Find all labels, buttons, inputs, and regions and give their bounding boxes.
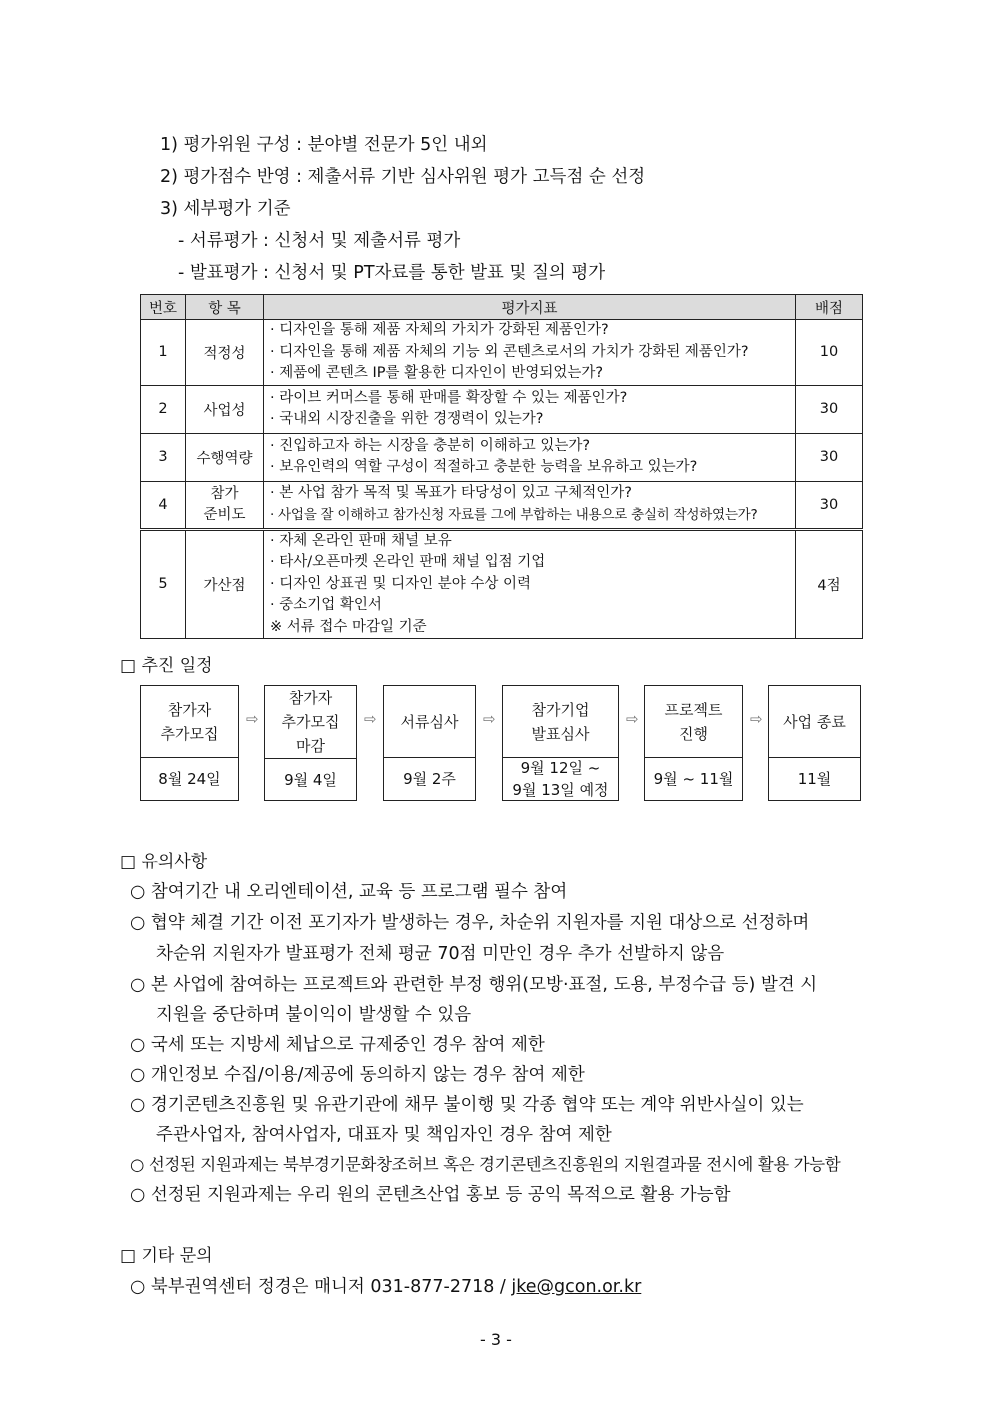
note-line: ○ 선정된 지원과제는 우리 원의 콘텐츠산업 홍보 등 공익 목적으로 활용 가능함 <box>130 1185 731 1205</box>
schedule-step-label <box>645 686 742 758</box>
row-criteria <box>264 433 796 481</box>
note-line: 지원을 중단하며 불이익이 발생할 수 있음 <box>156 1005 472 1025</box>
criteria-line: · 사업을 잘 이해하고 참가신청 자료를 그에 부합하는 내용으로 충실히 작성하였는가? <box>270 506 758 523</box>
criteria-line: · 보유인력의 역할 구성이 적절하고 충분한 능력을 보유하고 있는가? <box>270 459 698 475</box>
notes-title: □ 유의사항 <box>120 852 208 872</box>
right-arrow-icon: ⇨ <box>750 710 763 728</box>
evaluation-table <box>140 294 863 639</box>
row-item: 사업성 <box>186 385 264 433</box>
row-number: 4 <box>141 481 186 529</box>
right-arrow-icon: ⇨ <box>483 710 496 728</box>
page-number: - 3 - <box>480 1330 512 1349</box>
right-arrow-icon: ⇨ <box>246 710 259 728</box>
eval-sub-1: - 서류평가 : 신청서 및 제출서류 평가 <box>178 231 461 251</box>
step-date-line: 9월 13일 예정 <box>512 781 609 799</box>
schedule-step-date: 11월 <box>797 770 832 788</box>
note-line: ○ 개인정보 수집/이용/제공에 동의하지 않는 경우 참여 제한 <box>130 1065 585 1085</box>
table-header-row <box>141 295 863 320</box>
step-label-line: 참가기업 <box>531 700 590 719</box>
contact-title: □ 기타 문의 <box>120 1246 213 1266</box>
step-label-line: 추가모집 <box>160 724 219 743</box>
row-criteria <box>264 529 796 639</box>
eval-sub-2: - 발표평가 : 신청서 및 PT자료를 통한 발표 및 질의 평가 <box>178 263 606 283</box>
row-item: 수행역량 <box>186 433 264 481</box>
header-criteria: 평가지표 <box>264 295 796 320</box>
table-row <box>141 481 863 529</box>
note-line: 주관사업자, 참여사업자, 대표자 및 책임자인 경우 참여 제한 <box>156 1125 612 1145</box>
header-score: 배점 <box>796 295 863 320</box>
criteria-line: · 본 사업 참가 목적 및 목표가 타당성이 있고 구체적인가? <box>270 485 632 501</box>
schedule-step <box>264 685 357 801</box>
criteria-line: ※ 서류 접수 마감일 기준 <box>270 618 427 635</box>
criteria-line: · 중소기업 확인서 <box>270 597 382 613</box>
table-row <box>141 320 863 386</box>
criteria-line: · 제품에 콘텐츠 IP를 활용한 디자인이 반영되었는가? <box>270 365 604 381</box>
row-item: 가산점 <box>186 529 264 639</box>
eval-item-1: 1) 평가위원 구성 : 분야별 전문가 5인 내외 <box>160 135 488 155</box>
note-line: ○ 참여기간 내 오리엔테이션, 교육 등 프로그램 필수 참여 <box>130 882 568 902</box>
schedule-step-date: 9월 4일 <box>284 770 337 789</box>
step-label-line: 마감 <box>296 737 325 755</box>
note-line: ○ 경기콘텐츠진흥원 및 유관기관에 채무 불이행 및 각종 협약 또는 계약 위반사실이 있는 <box>130 1095 804 1115</box>
row-number: 3 <box>141 433 186 481</box>
row-item-line: 준비도 <box>203 506 246 523</box>
email-link[interactable]: jke@gcon.or.kr <box>511 1277 642 1297</box>
eval-item-3: 3) 세부평가 기준 <box>160 199 291 219</box>
criteria-line: · 타사/오픈마켓 온라인 판매 채널 입점 기업 <box>270 554 546 570</box>
step-label-line: 발표심사 <box>531 724 590 743</box>
criteria-line: · 국내외 시장진출을 위한 경쟁력이 있는가? <box>270 411 544 427</box>
step-label-line: 진행 <box>679 724 708 743</box>
note-line: ○ 국세 또는 지방세 체납으로 규제중인 경우 참여 제한 <box>130 1035 545 1055</box>
note-line: ○ 본 사업에 참여하는 프로젝트와 관련한 부정 행위(모방·표절, 도용, 부정수급 등) 발견 시 <box>130 975 818 995</box>
row-number: 5 <box>141 529 186 639</box>
schedule-step-date: 9월 2주 <box>403 770 456 788</box>
schedule-step <box>768 685 861 801</box>
note-line: ○ 선정된 지원과제는 북부경기문화창조허브 혹은 경기콘텐츠진흥원의 지원결과물 전시에 활용 가능함 <box>130 1155 841 1174</box>
schedule-step <box>644 685 743 801</box>
row-item <box>186 481 264 529</box>
table-row <box>141 385 863 433</box>
schedule-title: □ 추진 일정 <box>120 656 213 676</box>
header-item: 항 목 <box>186 295 264 320</box>
row-item-line: 참가 <box>210 485 239 502</box>
schedule-step-label <box>769 686 860 758</box>
row-score: 10 <box>796 320 863 386</box>
step-label-line: 프로젝트 <box>664 700 723 719</box>
row-score: 30 <box>796 385 863 433</box>
table-row <box>141 529 863 639</box>
schedule-step <box>502 685 619 801</box>
schedule-step <box>383 685 476 801</box>
header-number: 번호 <box>141 295 186 320</box>
schedule-step <box>140 685 239 801</box>
row-score: 4점 <box>796 529 863 639</box>
criteria-line: · 디자인 상표권 및 디자인 분야 수상 이력 <box>270 575 531 592</box>
row-score: 30 <box>796 433 863 481</box>
criteria-line: · 디자인을 통해 제품 자체의 기능 외 콘텐츠로서의 가치가 강화된 제품인가? <box>270 343 749 360</box>
row-criteria <box>264 385 796 433</box>
right-arrow-icon: ⇨ <box>364 710 377 728</box>
step-label-line: 참가자 <box>288 689 333 707</box>
row-number: 1 <box>141 320 186 386</box>
criteria-line: · 디자인을 통해 제품 자체의 가치가 강화된 제품인가? <box>270 322 609 338</box>
schedule-step-label <box>265 686 356 759</box>
schedule-step-date: 9월 ~ 11월 <box>653 770 734 788</box>
step-label-line: 서류심사 <box>400 712 459 731</box>
row-score: 30 <box>796 481 863 529</box>
schedule-step-label <box>503 686 618 758</box>
contact-text: ○ 북부권역센터 정경은 매니저 031-877-2718 / <box>130 1277 512 1297</box>
row-criteria <box>264 481 796 529</box>
table-row <box>141 433 863 481</box>
row-item: 적정성 <box>186 320 264 386</box>
criteria-line: · 자체 온라인 판매 채널 보유 <box>270 532 452 549</box>
note-line: ○ 협약 체결 기간 이전 포기자가 발생하는 경우, 차순위 지원자를 지원 대상으로 선정하며 <box>130 913 810 933</box>
step-label-line: 추가모집 <box>281 713 340 731</box>
contact-line <box>130 1273 641 1298</box>
schedule-step-label <box>384 686 475 758</box>
schedule-step-label <box>141 686 238 758</box>
step-date-line: 9월 12일 ~ <box>520 759 601 777</box>
schedule-step-date: 8월 24일 <box>158 770 221 788</box>
right-arrow-icon: ⇨ <box>626 710 639 728</box>
eval-item-2: 2) 평가점수 반영 : 제출서류 기반 심사위원 평가 고득점 순 선정 <box>160 167 646 187</box>
row-criteria <box>264 320 796 386</box>
step-label-line: 참가자 <box>167 700 212 719</box>
criteria-line: · 진입하고자 하는 시장을 충분히 이해하고 있는가? <box>270 437 591 454</box>
step-label-line: 사업 종료 <box>783 712 846 731</box>
row-number: 2 <box>141 385 186 433</box>
note-line: 차순위 지원자가 발표평가 전체 평균 70점 미만인 경우 추가 선발하지 않음 <box>156 944 725 964</box>
schedule-step-date <box>503 758 618 800</box>
criteria-line: · 라이브 커머스를 통해 판매를 확장할 수 있는 제품인가? <box>270 389 628 406</box>
